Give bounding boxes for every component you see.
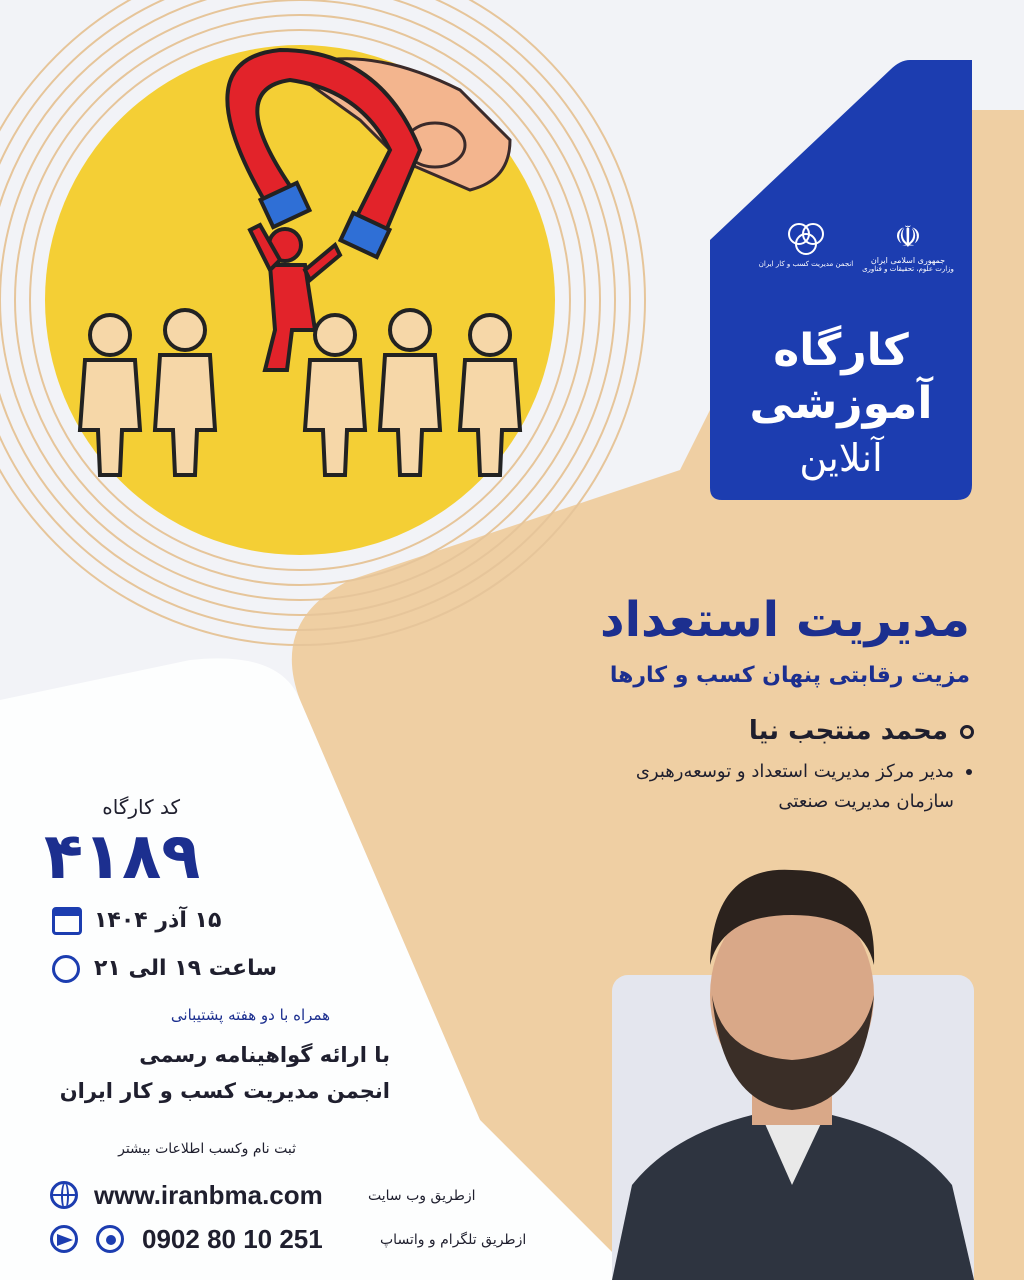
certificate-line-2: انجمن مدیریت کسب و کار ایران [59, 1079, 390, 1103]
workshop-subtitle: مزیت رقابتی پنهان کسب و کارها [609, 663, 970, 688]
presenter-role-line-1: مدیر مرکز مدیریت استعداد و توسعه‌رهبری [635, 761, 954, 782]
contact-heading: ثبت نام وکسب اطلاعات بیشتر [118, 1141, 296, 1157]
date-text: ۱۵ آذر ۱۴۰۴ [94, 908, 222, 933]
date-row [52, 905, 352, 937]
badge-line-1: کارگاه [773, 325, 909, 376]
rings-logo-icon [784, 220, 828, 256]
people-row [80, 310, 520, 475]
association-caption: انجمن مدیریت کسب و کار ایران [758, 260, 854, 268]
telegram-icon[interactable] [50, 1225, 78, 1253]
presenter-role [472, 757, 972, 817]
workshop-code-label: کد کارگاه [102, 795, 180, 819]
phone-row[interactable] [50, 1222, 550, 1256]
emblem-icon: ☫ [894, 220, 922, 255]
calendar-icon [52, 907, 82, 935]
phone-number[interactable]: 0902 80 10 251 [142, 1224, 323, 1254]
person-icon [155, 310, 215, 475]
presenter-role-line-2: سازمان مدیریت صنعتی [778, 791, 954, 812]
time-row [52, 953, 352, 985]
ministry-logo [856, 220, 960, 273]
website-link[interactable]: www.iranbma.com [94, 1180, 323, 1210]
phone-label: ازطریق تلگرام و واتساپ [380, 1232, 527, 1248]
person-icon [80, 315, 140, 475]
website-label: ازطریق وب سایت [368, 1188, 476, 1204]
time-text: ساعت ۱۹ الی ۲۱ [94, 956, 277, 981]
badge-line-3: آنلاین [799, 436, 883, 480]
badge-line-2: آموزشی [749, 378, 933, 429]
support-text: همراه با دو هفته پشتیبانی [170, 1006, 330, 1024]
workshop-badge [710, 60, 972, 500]
certificate-line-1: با ارائه گواهینامه رسمی [139, 1043, 390, 1067]
talent-illustration [40, 30, 560, 510]
presenter-name-row [474, 713, 974, 749]
clock-icon [52, 955, 80, 983]
presenter-name: محمد منتجب نیا [748, 716, 948, 746]
presenter-bullet-icon [960, 725, 974, 739]
role-bullet-icon [966, 769, 972, 775]
person-icon [460, 315, 520, 475]
association-logo [758, 220, 854, 268]
workshop-code-value: ۴۱۸۹ [44, 820, 201, 894]
presenter-photo [612, 855, 974, 1280]
person-icon [305, 315, 365, 475]
website-row[interactable] [50, 1178, 510, 1212]
person-icon [380, 310, 440, 475]
workshop-title: مدیریت استعداد [599, 592, 970, 648]
globe-icon [50, 1181, 78, 1209]
ministry-caption-2: وزارت علوم، تحقیقات و فناوری [862, 265, 954, 273]
ministry-caption-1: جمهوری اسلامی ایران [870, 256, 946, 265]
whatsapp-icon[interactable] [96, 1225, 124, 1253]
badge-shape [710, 60, 972, 500]
